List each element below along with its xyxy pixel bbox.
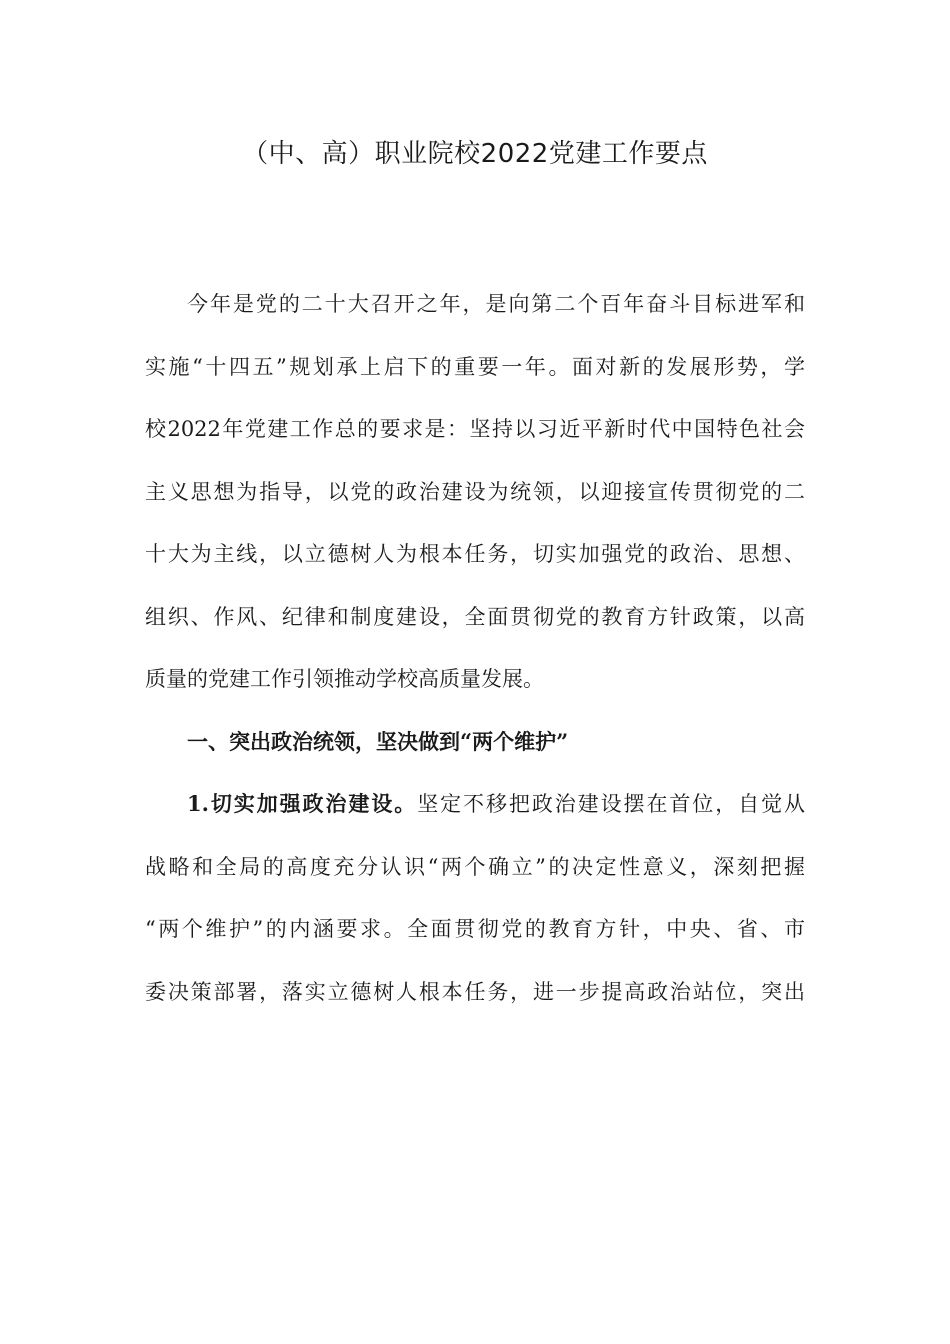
intro-line: 十大为主线，以立德树人为根本任务，切实加强党的政治、思想、 (145, 542, 805, 566)
item-first-line-text: 坚定不移把政治建设摆在首位，自觉从 (417, 792, 805, 816)
item-lead: 1.切实加强政治建设。 (187, 791, 418, 816)
section-heading: 一、突出政治统领，坚决做到“两个维护” (187, 728, 569, 754)
document-title: （中、高）职业院校2022党建工作要点 (242, 139, 708, 169)
item-first-line (145, 773, 805, 836)
intro-line: 组织、作风、纪律和制度建设，全面贯彻党的教育方针政策，以高 (145, 604, 805, 629)
intro-line: 实施“十四五”规划承上启下的重要一年。面对新的发展形势，学 (145, 354, 805, 379)
item-paragraph (145, 773, 805, 1023)
item-line: 委决策部署，落实立德树人根本任务，进一步提高政治站位，突出 (145, 979, 805, 1004)
intro-paragraph (145, 273, 805, 711)
intro-line: 校2022年党建工作总的要求是：坚持以习近平新时代中国特色社会 (145, 417, 805, 441)
intro-line: 主义思想为指导，以党的政治建设为统领，以迎接宣传贯彻党的二 (145, 479, 805, 504)
intro-line: 今年是党的二十大召开之年，是向第二个百年奋斗目标进军和 (187, 292, 805, 316)
item-line: “两个维护”的内涵要求。全面贯彻党的教育方针，中央、省、市 (145, 917, 805, 941)
item-line: 战略和全局的高度充分认识“两个确立”的决定性意义，深刻把握 (145, 854, 805, 879)
document-body (145, 273, 805, 1023)
intro-line: 质量的党建工作引领推动学校高质量发展。 (145, 667, 544, 691)
